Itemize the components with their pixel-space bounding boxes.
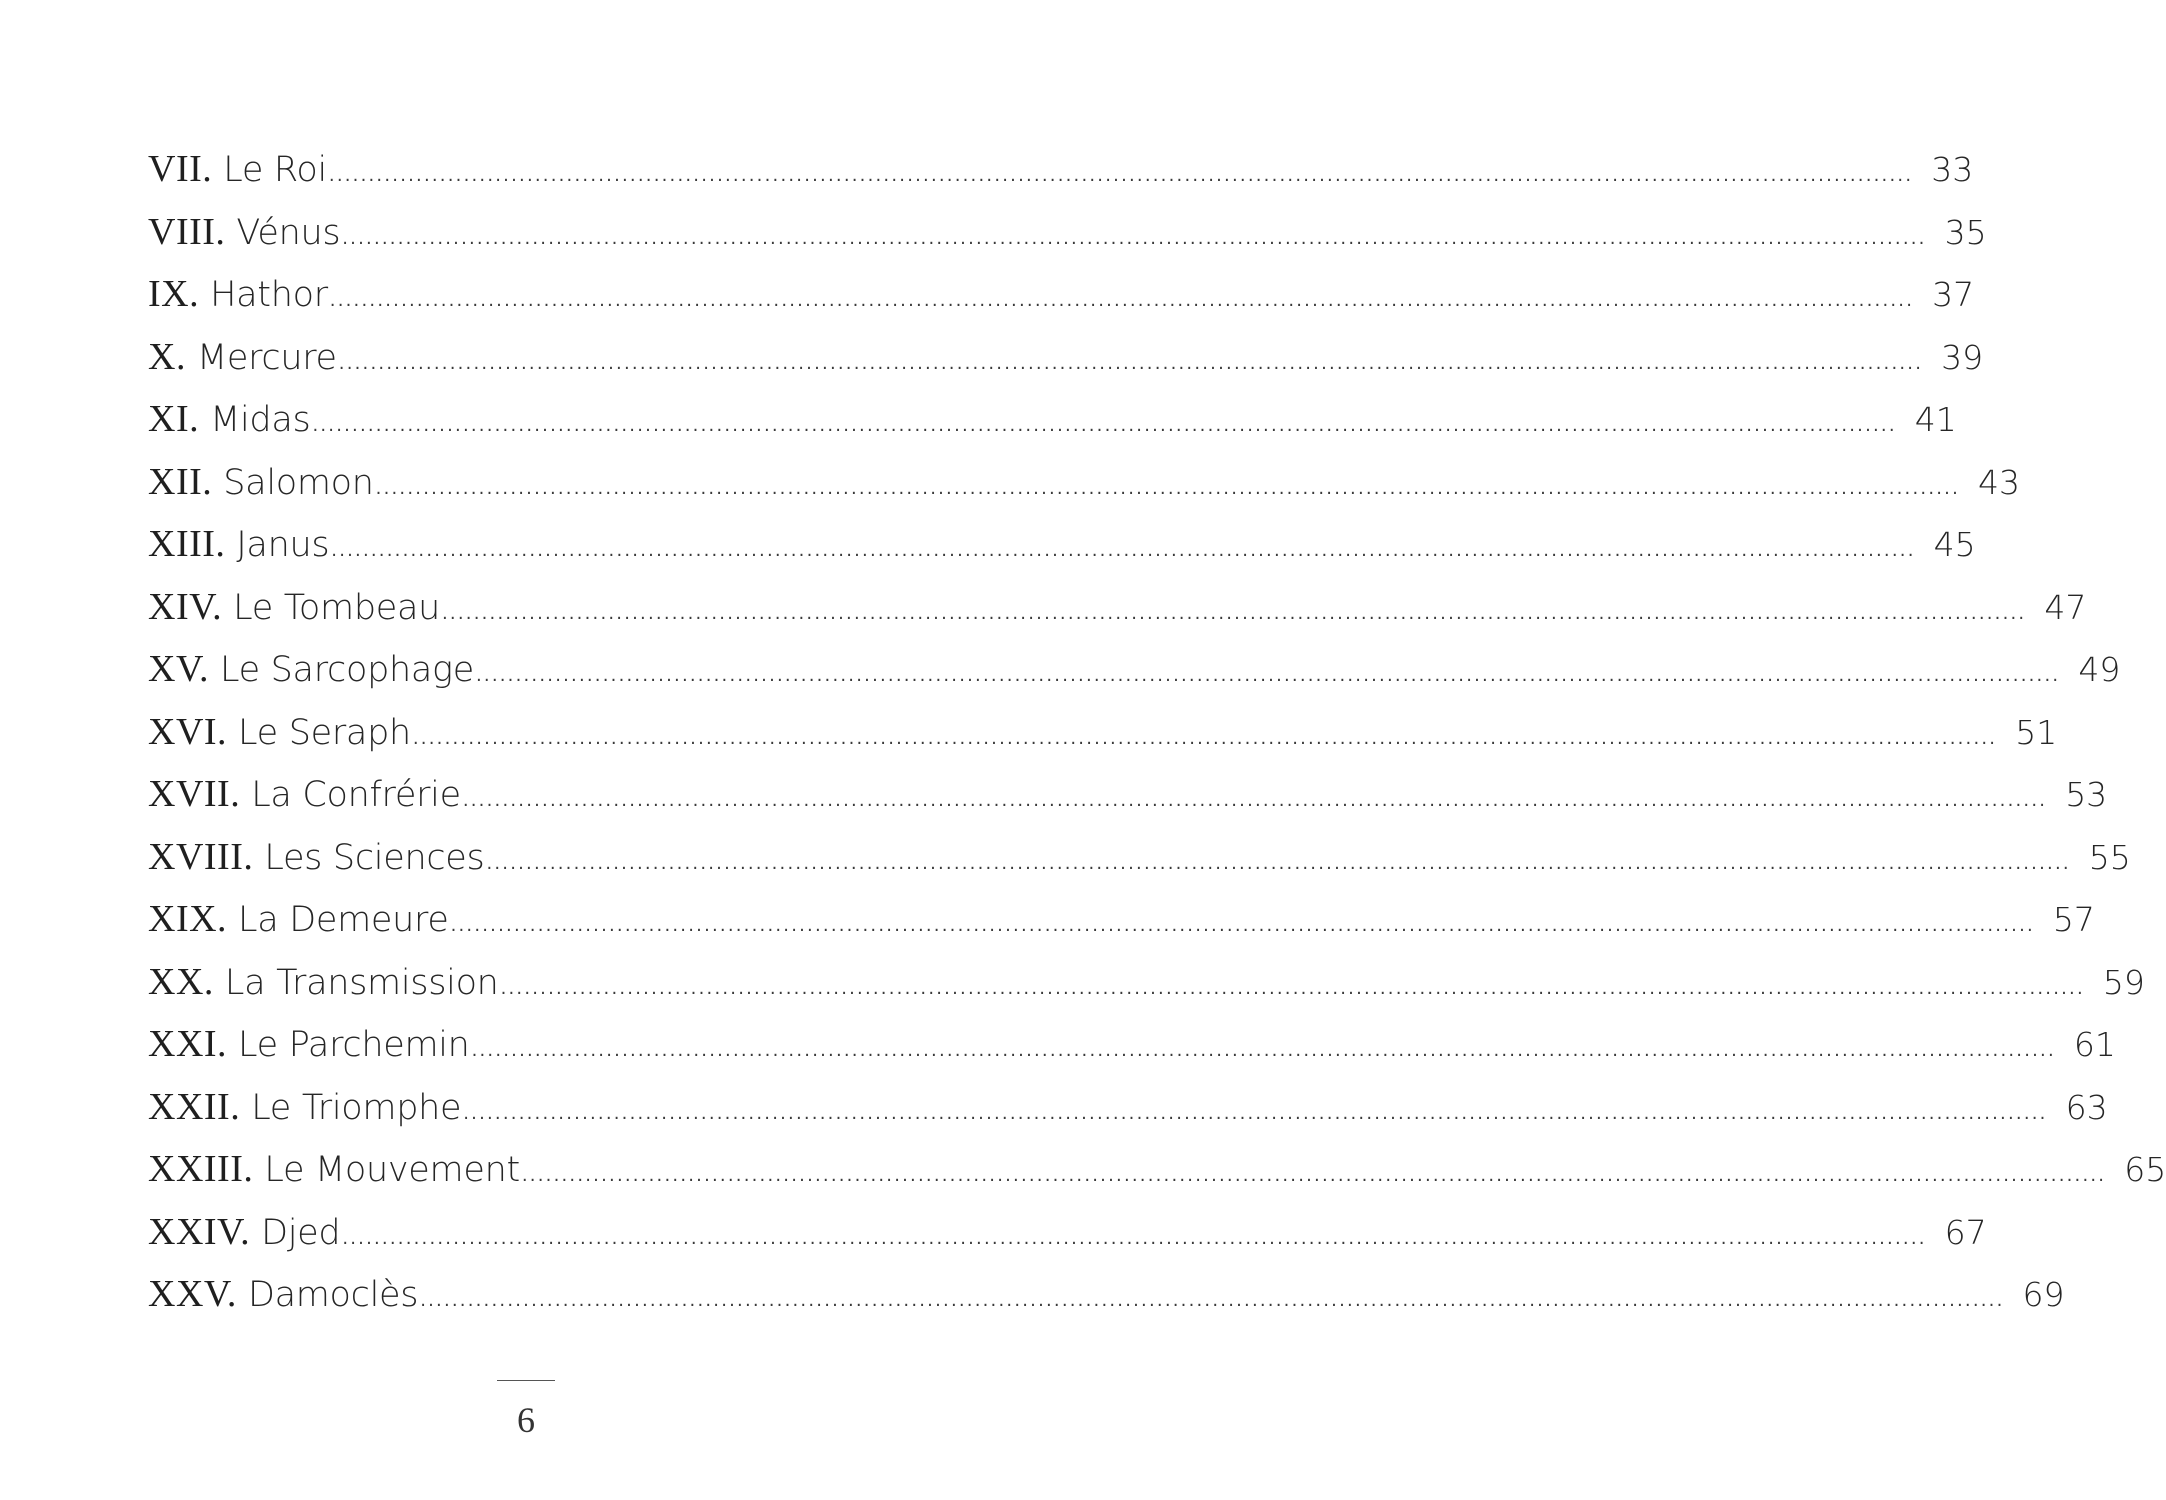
chapter-page-number: 39 (1941, 337, 1984, 377)
chapter-title: Le Tombeau (233, 587, 441, 628)
folio-divider (497, 1380, 555, 1381)
dot-leader: ........................................................................................................................................................................................................ (442, 602, 2027, 624)
dot-leader: ........................................................................................................................................................................................................ (342, 1227, 1927, 1249)
dot-leader: ........................................................................................................................................................................................................ (462, 790, 2048, 811)
toc-entry[interactable] (148, 826, 2131, 889)
chapter-title: Damoclès (247, 1275, 419, 1315)
toc-entry[interactable] (148, 388, 1957, 451)
dot-leader: ........................................................................................................................................................................................................ (338, 352, 1924, 374)
chapter-page-number: 35 (1944, 212, 1987, 252)
chapter-title: Le Sarcophage (220, 650, 474, 690)
chapter-title: Salomon (223, 462, 374, 503)
chapter-page-number: 53 (2065, 775, 2108, 814)
toc-entry[interactable] (148, 951, 2145, 1014)
toc-entry[interactable] (148, 638, 2121, 701)
dot-leader: ........................................................................................................................................................................................................ (486, 852, 2071, 874)
chapter-numeral: VII. (148, 148, 213, 190)
chapter-numeral: XXIII. (148, 1148, 254, 1190)
dot-leader: ........................................................................................................................................................................................................ (450, 915, 2035, 936)
toc-entry[interactable] (148, 326, 1984, 389)
chapter-numeral: XII. (148, 460, 213, 503)
toc-entry[interactable] (148, 763, 2108, 826)
dot-leader: ........................................................................................................................................................................................................ (375, 477, 1961, 499)
page-number: 6 (517, 1400, 535, 1440)
chapter-numeral: XXIV. (148, 1210, 251, 1253)
chapter-title: Janus (236, 525, 330, 565)
dot-leader: ........................................................................................................................................................................................................ (420, 1290, 2005, 1311)
chapter-numeral: XV. (148, 648, 209, 690)
toc-entry[interactable] (148, 888, 2095, 951)
chapter-page-number: 55 (2088, 837, 2131, 877)
dot-leader: ........................................................................................................................................................................................................ (500, 977, 2085, 999)
chapter-numeral: IX. (148, 273, 200, 315)
chapter-numeral: X. (148, 335, 186, 378)
toc-entry[interactable] (148, 513, 1976, 576)
chapter-page-number: 41 (1914, 400, 1957, 439)
dot-leader: ........................................................................................................................................................................................................ (331, 540, 1916, 561)
chapter-title: La Confrérie (251, 775, 461, 815)
dot-leader: ........................................................................................................................................................................................................ (412, 727, 1998, 749)
chapter-title: Midas (210, 400, 311, 440)
chapter-page-number: 33 (1931, 150, 1974, 189)
chapter-numeral: XX. (148, 960, 214, 1003)
chapter-page-number: 67 (1944, 1212, 1987, 1252)
chapter-numeral: XIV. (148, 585, 223, 628)
chapter-numeral: XVII. (148, 773, 241, 815)
chapter-page-number: 61 (2073, 1025, 2116, 1064)
chapter-numeral: VIII. (148, 210, 226, 253)
chapter-numeral: XXII. (148, 1085, 241, 1128)
chapter-title: La Demeure (238, 900, 449, 940)
chapter-page-number: 37 (1932, 275, 1975, 314)
table-of-contents (148, 138, 2166, 1326)
toc-entry[interactable] (148, 263, 1975, 326)
toc-entry[interactable] (148, 451, 2021, 514)
toc-entry[interactable] (148, 576, 2087, 639)
chapter-page-number: 63 (2065, 1087, 2108, 1127)
chapter-title: Les Sciences (264, 837, 485, 878)
chapter-numeral: XXV. (148, 1273, 237, 1315)
chapter-title: Le Triomphe (251, 1087, 462, 1128)
chapter-numeral: XVIII. (148, 835, 254, 878)
chapter-page-number: 43 (1978, 462, 2021, 502)
chapter-page-number: 57 (2052, 900, 2095, 939)
chapter-title: La Transmission (224, 962, 499, 1003)
chapter-title: Djed (261, 1212, 341, 1253)
toc-entry[interactable] (148, 201, 1987, 264)
chapter-page-number: 45 (1933, 525, 1976, 564)
dot-leader: ........................................................................................................................................................................................................ (471, 1040, 2056, 1061)
dot-leader: ........................................................................................................................................................................................................ (328, 165, 1914, 186)
dot-leader: ........................................................................................................................................................................................................ (521, 1165, 2107, 1186)
chapter-title: Mercure (196, 337, 337, 378)
chapter-page-number: 51 (2015, 712, 2058, 752)
chapter-page-number: 65 (2124, 1150, 2166, 1189)
toc-entry[interactable] (148, 1076, 2108, 1139)
chapter-page-number: 49 (2078, 650, 2121, 689)
toc-entry[interactable] (148, 701, 2058, 764)
toc-entry[interactable] (148, 138, 1974, 201)
dot-leader: ........................................................................................................................................................................................................ (463, 1102, 2048, 1124)
toc-entry[interactable] (148, 1138, 2166, 1201)
dot-leader: ........................................................................................................................................................................................................ (312, 415, 1897, 436)
dot-leader: ........................................................................................................................................................................................................ (475, 665, 2061, 686)
chapter-page-number: 47 (2044, 587, 2087, 627)
chapter-title: Le Parchemin (238, 1025, 470, 1065)
chapter-title: Hathor (210, 275, 328, 315)
chapter-title: Le Mouvement (264, 1150, 520, 1190)
chapter-numeral: XI. (148, 398, 200, 440)
chapter-title: Le Seraph (238, 712, 411, 753)
dot-leader: ........................................................................................................................................................................................................ (329, 290, 1915, 311)
dot-leader: ........................................................................................................................................................................................................ (342, 227, 1927, 249)
chapter-title: Vénus (236, 212, 341, 253)
chapter-numeral: XIII. (148, 523, 226, 565)
toc-entry[interactable] (148, 1263, 2065, 1326)
chapter-numeral: XVI. (148, 710, 228, 753)
chapter-page-number: 69 (2022, 1275, 2065, 1314)
chapter-title: Le Roi (223, 150, 327, 190)
chapter-page-number: 59 (2102, 962, 2145, 1002)
chapter-numeral: XXI. (148, 1023, 228, 1065)
chapter-numeral: XIX. (148, 898, 228, 940)
toc-entry[interactable] (148, 1201, 1987, 1264)
toc-entry[interactable] (148, 1013, 2116, 1076)
